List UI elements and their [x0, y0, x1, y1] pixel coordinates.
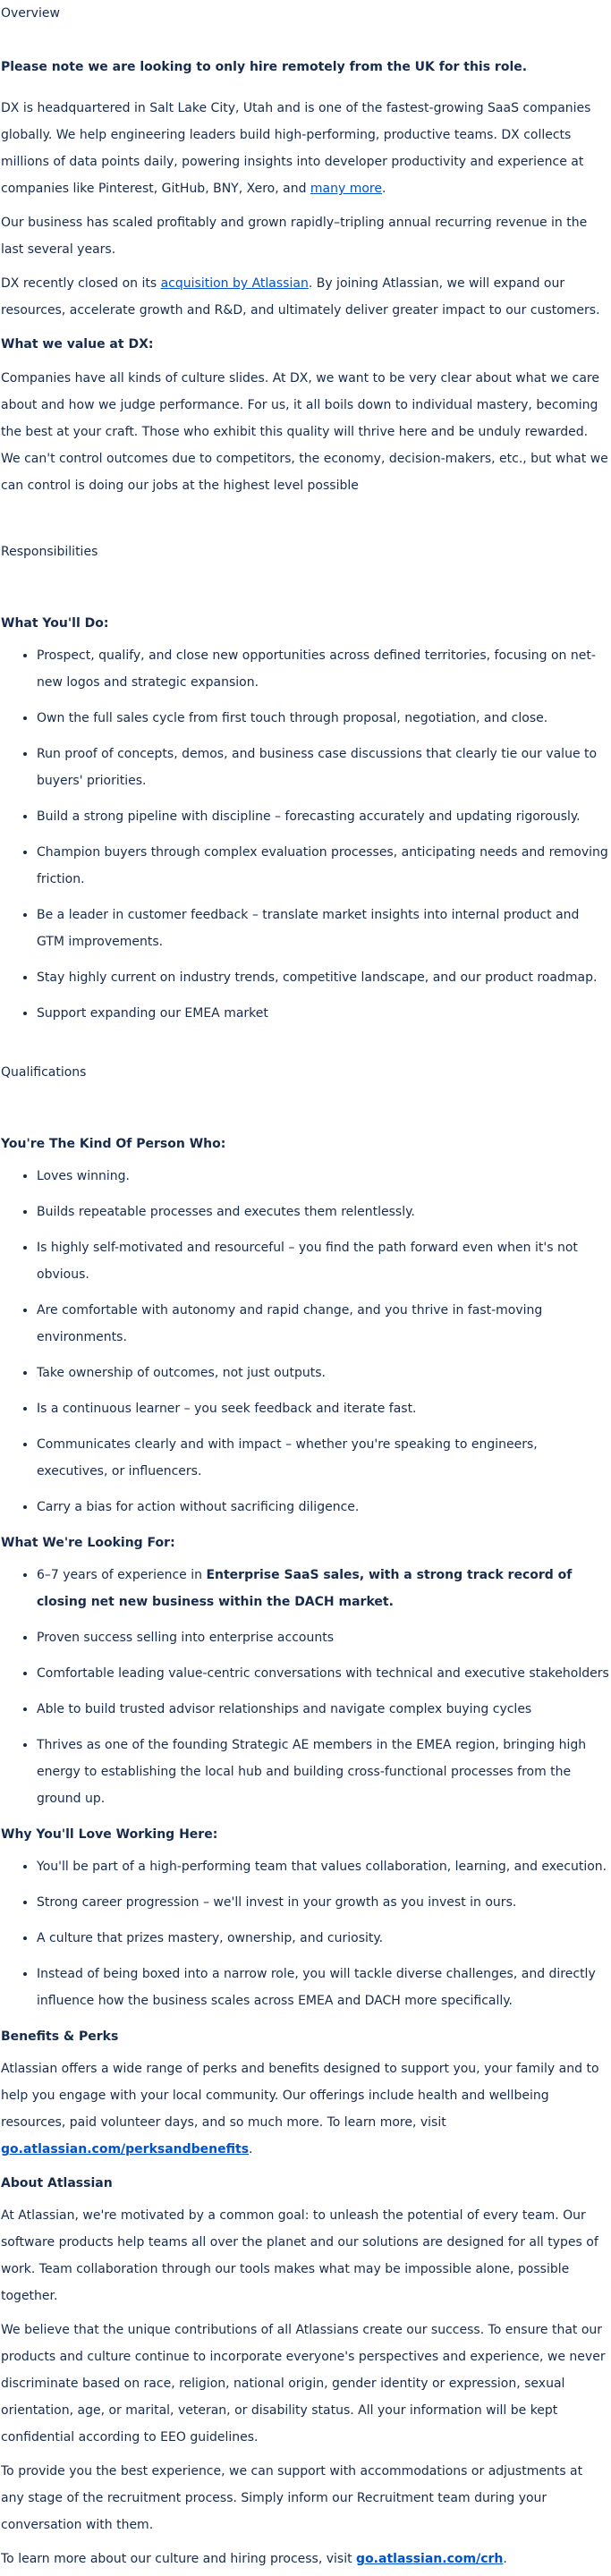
overview-paragraph-1: DX is headquartered in Salt Lake City, Utah and is one of the fastest-growing SaaS companies globally. We help engineering leaders build high-performing, productive teams. DX collects millions of data points daily, powering insights into developer productivity and experience at companies like Pinterest, GitHub, BNY, Xero, and many more. [1, 101, 591, 196]
list-item: • Are comfortable with autonomy and rapid change, and you thrive in fast-moving environments. [37, 1297, 609, 1351]
acquisition-link[interactable]: acquisition by Atlassian [160, 276, 309, 291]
looking-for-heading: What We're Looking For: [1, 1536, 175, 1550]
list-item: • Comfortable leading value-centric conversations with technical and executive stakeholders [37, 1660, 609, 1687]
list-item: • Builds repeatable processes and executes them relentlessly. [37, 1199, 609, 1225]
love-working-list [1, 1853, 609, 2014]
list-item: • Build a strong pipeline with discipline – forecasting accurately and updating rigorously. [37, 803, 609, 830]
list-item: • Support expanding our EMEA market [37, 1000, 609, 1027]
list-item: • Is highly self-motivated and resourceful – you find the path forward even when it's not obvious. [37, 1234, 609, 1288]
list-item: • Be a leader in customer feedback – translate market insights into internal product and GTM improvements. [37, 902, 609, 955]
about-paragraph-1: At Atlassian, we're motivated by a common goal: to unleash the potential of every team. Our software products help teams all over the planet and our solutions are designed for all types of work. Team collaboration through our tools makes what may be impossible alone, possible together. [1, 2208, 598, 2303]
benefits-paragraph: Atlassian offers a wide range of perks and benefits designed to support you, your family and to help you engage with your local community. Our offerings include health and wellbeing resources, paid volunteer days, and so much more. To learn more, visit go.atlassian.com/perksandbenefits. [1, 2062, 599, 2157]
responsibilities-list [1, 642, 609, 1027]
list-item: • Carry a bias for action without sacrificing diligence. [37, 1494, 609, 1521]
list-item: • 6–7 years of experience in Enterprise SaaS sales, with a strong track record of closing net new business within the DACH market. [37, 1562, 609, 1615]
kind-of-person-list [1, 1163, 609, 1521]
list-item: • Own the full sales cycle from first touch through proposal, negotiation, and close. [37, 705, 609, 732]
list-item: • Stay highly current on industry trends, competitive landscape, and our product roadmap. [37, 964, 609, 991]
responsibilities-heading: Responsibilities [1, 545, 98, 559]
list-item: • Instead of being boxed into a narrow role, you will tackle diverse challenges, and directly influence how the business scales across EMEA and DACH more specifically. [37, 1961, 609, 2014]
list-item: • Run proof of concepts, demos, and business case discussions that clearly tie our value to buyers' priorities. [37, 741, 609, 794]
qualifications-heading: Qualifications [1, 1065, 87, 1080]
benefits-heading: Benefits & Perks [1, 2029, 119, 2044]
overview-heading: Overview [1, 6, 60, 21]
list-item: • Able to build trusted advisor relationships and navigate complex buying cycles [37, 1696, 609, 1723]
overview-section [1, 0, 609, 499]
list-item: • Loves winning. [37, 1163, 609, 1190]
list-item: • Strong career progression – we'll invest in your growth as you invest in ours. [37, 1889, 609, 1916]
about-paragraph-2: We believe that the unique contributions of all Atlassians create our success. To ensure that our products and culture continue to incorporate everyone's perspectives and experience, we never discriminate based on race, religion, national origin, gender identity or expression, sexual orientation, age, or marital, veteran, or disability status. All your information will be kept confidential according to EEO guidelines. [1, 2323, 606, 2445]
many-more-link[interactable]: many more [310, 182, 382, 196]
kind-of-person-heading: You're The Kind Of Person Who: [1, 1137, 226, 1151]
what-youll-do-heading: What You'll Do: [1, 616, 109, 631]
about-section [1, 2170, 609, 2572]
love-working-heading: Why You'll Love Working Here: [1, 1827, 218, 1842]
about-paragraph-4: To learn more about our culture and hiring process, visit go.atlassian.com/crh. [1, 2552, 507, 2566]
list-item: • Proven success selling into enterprise accounts [37, 1624, 609, 1651]
remote-notice: Please note we are looking to only hire remotely from the UK for this role. [1, 60, 528, 74]
about-paragraph-3: To provide you the best experience, we can support with accommodations or adjustments at any stage of the recruitment process. Simply inform our Recruitment team during your conversation with them. [1, 2464, 583, 2532]
culture-hiring-link[interactable]: go.atlassian.com/crh [356, 2552, 504, 2566]
list-item: • You'll be part of a high-performing team that values collaboration, learning, and execution. [37, 1853, 609, 1880]
overview-paragraph-2: Our business has scaled profitably and grown rapidly–tripling annual recurring revenue in the last several years. [1, 216, 588, 257]
list-item: • Take ownership of outcomes, not just outputs. [37, 1360, 609, 1386]
perks-benefits-link[interactable]: go.atlassian.com/perksandbenefits [1, 2142, 250, 2157]
list-item: • A culture that prizes mastery, ownership, and curiosity. [37, 1925, 609, 1952]
responsibilities-section [1, 538, 609, 1027]
list-item: • Prospect, qualify, and close new opportunities across defined territories, focusing on net-new logos and strategic expansion. [37, 642, 609, 696]
list-item: • Is a continuous learner – you seek feedback and iterate fast. [37, 1395, 609, 1422]
values-heading: What we value at DX: [1, 337, 154, 352]
values-paragraph: Companies have all kinds of culture slides. At DX, we want to be very clear about what we care about and how we judge performance. For us, it all boils down to individual mastery, becoming the best at your craft. Those who exhibit this quality will thrive here and be unduly rewarded. We can't control outcomes due to competitors, the economy, decision-makers, etc., but what we can control is doing our jobs at the highest level possible [1, 371, 608, 493]
list-item: • Thrives as one of the founding Strategic AE members in the EMEA region, bringing high energy to establishing the local hub and building cross-functional processes from the ground up. [37, 1732, 609, 1812]
looking-for-list [1, 1562, 609, 1812]
about-heading: About Atlassian [1, 2176, 113, 2190]
list-item: • Champion buyers through complex evaluation processes, anticipating needs and removing friction. [37, 839, 609, 893]
list-item: • Communicates clearly and with impact – whether you're speaking to engineers, executives, or influencers. [37, 1431, 609, 1485]
qualifications-section [1, 1059, 609, 2014]
overview-paragraph-3: DX recently closed on its acquisition by Atlassian. By joining Atlassian, we will expand our resources, accelerate growth and R&D, and ultimately deliver greater impact to our customers. [1, 276, 600, 318]
benefits-section [1, 2023, 609, 2163]
